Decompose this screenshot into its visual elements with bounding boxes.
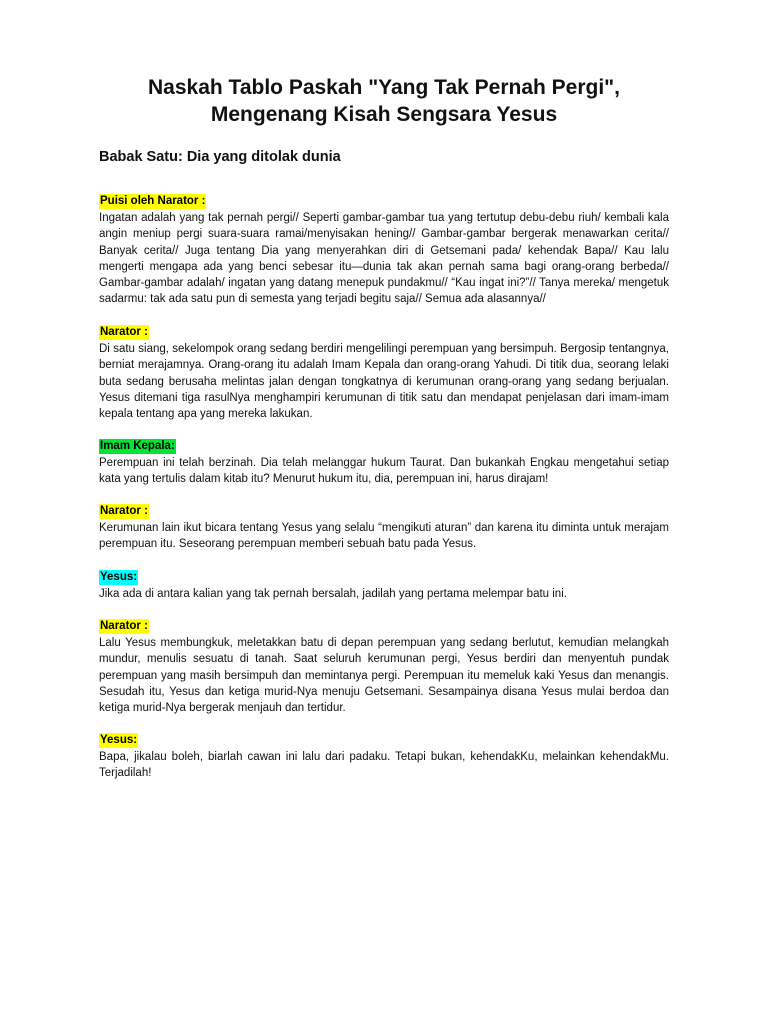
speaker-label: Yesus: (100, 571, 138, 583)
speaker-label: Narator : (100, 326, 148, 338)
title-line-1: Naskah Tablo Paskah "Yang Tak Pernah Pergi", (148, 76, 620, 99)
act-heading: Babak Satu: Dia yang ditolak dunia (99, 149, 341, 165)
section-poem-narrator (99, 191, 669, 308)
speaker-label: Yesus: (100, 734, 138, 746)
section-imam-kepala (99, 436, 669, 488)
section-yesus-1 (99, 567, 669, 602)
speaker-label: Puisi oleh Narator : (100, 195, 206, 207)
speaker-label: Narator : (100, 505, 148, 517)
section-narrator-3 (99, 616, 669, 716)
section-yesus-2 (99, 730, 669, 782)
section-text: Bapa, jikalau boleh, biarlah cawan ini lalu dari padaku. Tetapi bukan, kehendakKu, melainkan kehendakMu. Terjadilah! (99, 751, 669, 780)
section-text: Kerumunan lain ikut bicara tentang Yesus yang selalu “mengikuti aturan” dan karena itu diminta untuk merajam perempuan itu. Seseorang perempuan memberi sebuah batu pada Yesus. (99, 522, 669, 551)
section-text: Ingatan adalah yang tak pernah pergi// Seperti gambar-gambar tua yang tertutup debu-debu riuh/ kembali kala angin meniup pergi suara-suara ramai/menyisakan hening// Gambar-gambar bergerak menawarkan cerita// Banyak cerita// Juga tentang Dia yang menyerahkan diri di Getsemani pada/ kehendak Bapa// Kau lalu mengerti mengapa ada yang benci sebesar itu—dunia tak akan pernah sama bagi orang-orang berbeda// Gambar-gambar adalah/ ingatan yang datang menepuk pundakmu// “Kau ingat ini?”// Tanya mereka/ mengetuk sadarmu: tak ada satu pun di semesta yang terjadi begitu saja// Semua ada alasannya// (99, 212, 669, 306)
section-text: Jika ada di antara kalian yang tak pernah bersalah, jadilah yang pertama melempar batu ini. (99, 588, 567, 600)
section-narrator-1 (99, 322, 669, 422)
speaker-label: Imam Kepala: (100, 440, 175, 452)
section-text: Perempuan ini telah berzinah. Dia telah melanggar hukum Taurat. Dan bukankah Engkau mengetahui setiap kata yang tertulis dalam kitab itu? Menurut hukum itu, dia, perempuan ini, harus dirajam! (99, 457, 669, 486)
document-title (0, 74, 768, 128)
speaker-label: Narator : (100, 620, 148, 632)
section-text: Lalu Yesus membungkuk, meletakkan batu di depan perempuan yang sedang berlutut, kemudian melangkah mundur, menulis sesuatu di tanah. Saat seluruh kerumunan pergi, Yesus berdiri dan menyentuh pundak perempuan yang masih bersimpuh dan memintanya pergi. Perempuan itu memeluk kaki Yesus dan menangis. Sesudah itu, Yesus dan ketiga murid-Nya menuju Getsemani. Sesampainya disana Yesus mulai berdoa dan ketiga murid-Nya bergerak menjauh dan tertidur. (99, 637, 669, 715)
section-narrator-2 (99, 501, 669, 553)
title-line-2: Mengenang Kisah Sengsara Yesus (210, 103, 558, 126)
section-text: Di satu siang, sekelompok orang sedang berdiri mengelilingi perempuan yang bersimpuh. Bergosip tentangnya, berniat merajamnya. Orang-orang itu adalah Imam Kepala dan orang-orang Yahudi. Di titik dua, seorang lelaki buta sedang berusaha melintas jalan dengan tongkatnya di kerumunan orang-orang yang sedang berjualan. Yesus ditemani tiga rasulNya menghampiri kerumunan di titik satu dan mendapat penjelasan dari imam-imam kepala tentang apa yang mereka lakukan. (99, 343, 669, 421)
